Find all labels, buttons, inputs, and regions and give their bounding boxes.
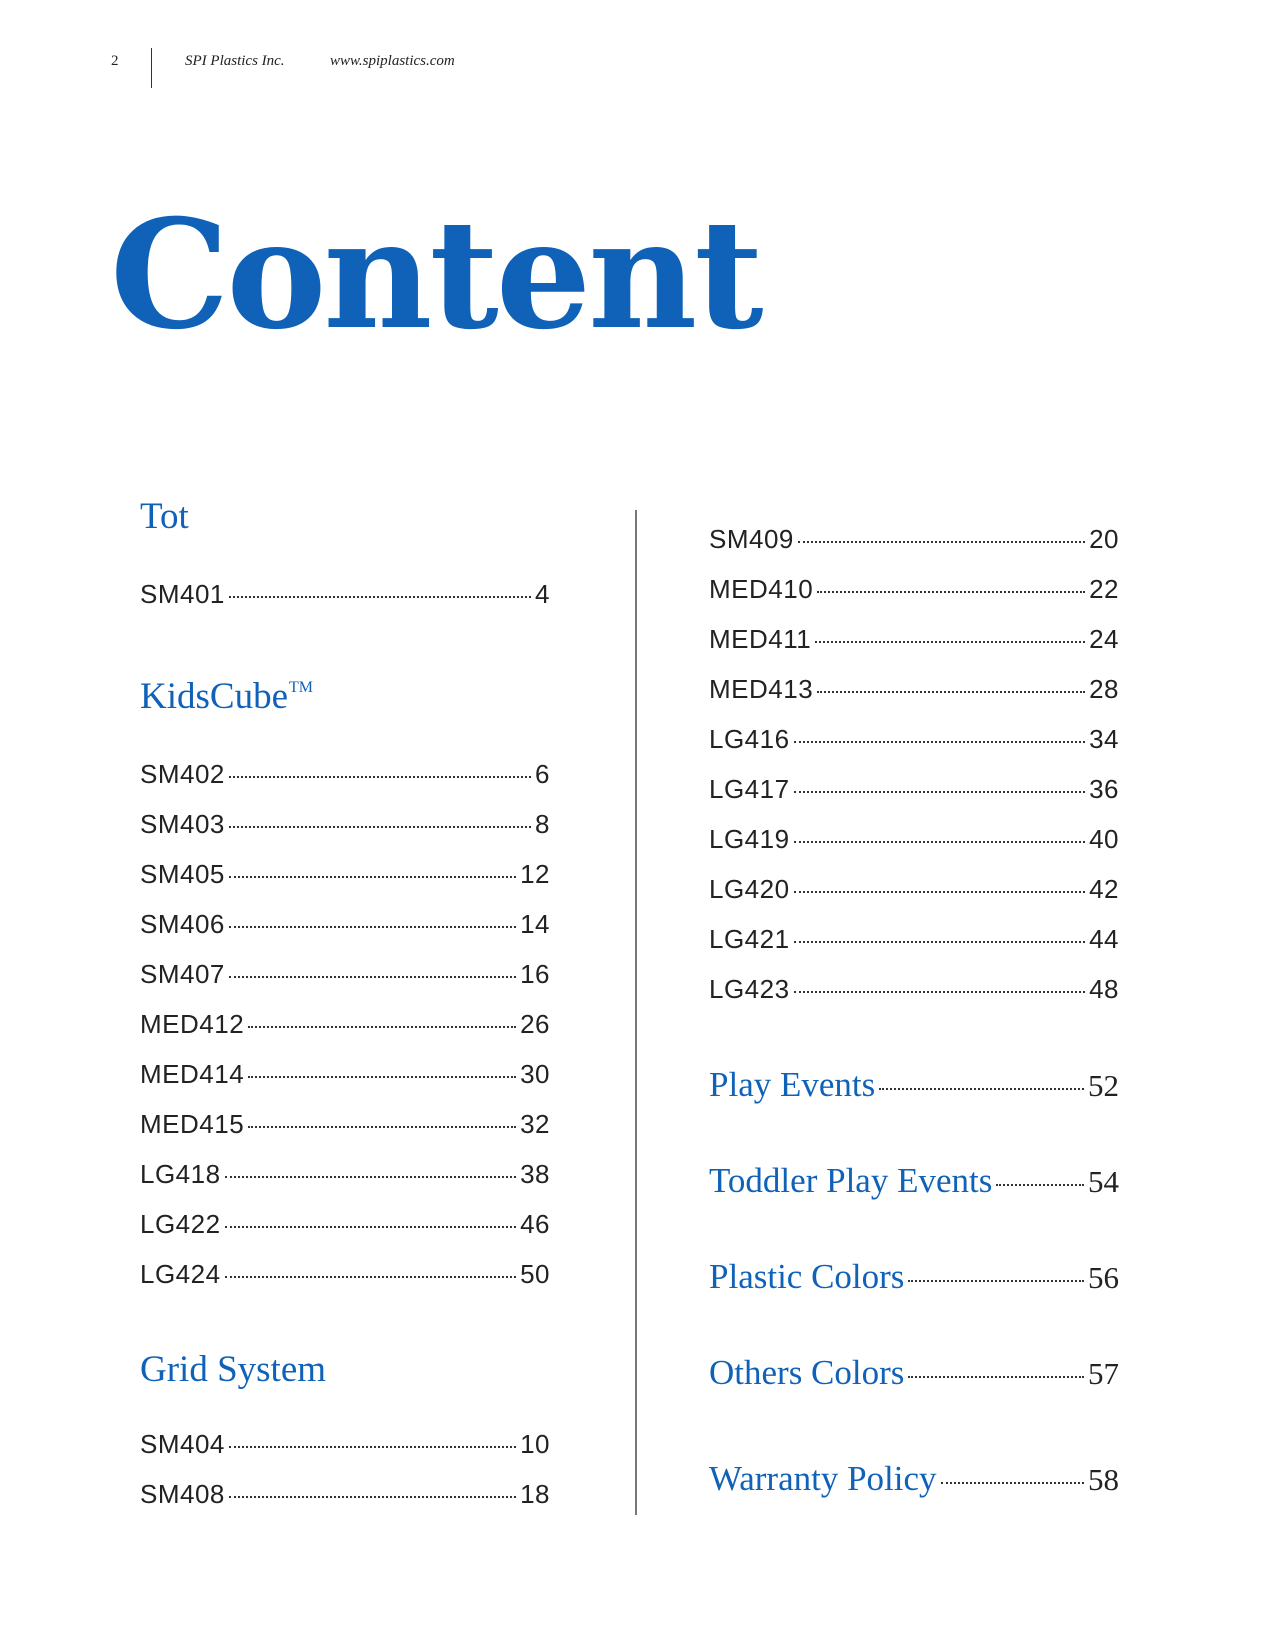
dot-leader bbox=[794, 791, 1086, 793]
toc-entry-label: LG420 bbox=[709, 874, 790, 904]
toc-entry-page: 44 bbox=[1089, 924, 1119, 954]
section-heading-kidscube bbox=[140, 675, 313, 718]
toc-entry-page: 10 bbox=[520, 1429, 550, 1459]
dot-leader bbox=[794, 991, 1086, 993]
dot-leader bbox=[229, 876, 516, 878]
toc-section-page: 54 bbox=[1088, 1164, 1119, 1199]
toc-entry[interactable] bbox=[709, 973, 1119, 1005]
toc-section-entry[interactable] bbox=[709, 1458, 1119, 1500]
toc-entry-label: SM408 bbox=[140, 1479, 225, 1509]
toc-entry-page: 48 bbox=[1089, 974, 1119, 1004]
company-name: SPI Plastics Inc. bbox=[185, 53, 285, 69]
toc-section-entry[interactable] bbox=[709, 1160, 1119, 1202]
toc-entry-label: LG424 bbox=[140, 1259, 221, 1289]
dot-leader bbox=[229, 1446, 516, 1448]
toc-section-label: Warranty Policy bbox=[709, 1459, 937, 1498]
dot-leader bbox=[225, 1276, 517, 1278]
dot-leader bbox=[248, 1026, 516, 1028]
section-heading-kidscube-text: KidsCube bbox=[140, 676, 288, 717]
toc-entry-label: MED411 bbox=[709, 624, 812, 654]
toc-entry-page: 8 bbox=[535, 809, 550, 839]
toc-entry[interactable] bbox=[140, 578, 550, 610]
toc-entry[interactable] bbox=[140, 1258, 550, 1290]
toc-entry[interactable] bbox=[140, 1158, 550, 1190]
toc-entry-page: 32 bbox=[520, 1109, 550, 1139]
toc-entry[interactable] bbox=[709, 923, 1119, 955]
dot-leader bbox=[225, 1226, 517, 1228]
toc-entry-page: 16 bbox=[520, 959, 550, 989]
trademark-mark: TM bbox=[289, 679, 313, 696]
toc-entry[interactable] bbox=[140, 1008, 550, 1040]
dot-leader bbox=[248, 1076, 516, 1078]
toc-section-page: 58 bbox=[1088, 1462, 1119, 1497]
toc-entry[interactable] bbox=[140, 808, 550, 840]
toc-entry[interactable] bbox=[140, 758, 550, 790]
toc-entry-label: MED415 bbox=[140, 1109, 245, 1139]
column-divider bbox=[635, 510, 637, 1515]
dot-leader bbox=[229, 1496, 516, 1498]
dot-leader bbox=[908, 1376, 1084, 1378]
toc-section-label: Toddler Play Events bbox=[709, 1161, 993, 1200]
toc-entry-label: SM401 bbox=[140, 579, 225, 609]
toc-entry-label: LG421 bbox=[709, 924, 790, 954]
toc-entry-label: SM404 bbox=[140, 1429, 225, 1459]
toc-entry[interactable] bbox=[140, 1478, 550, 1510]
toc-entry[interactable] bbox=[140, 958, 550, 990]
toc-entry-label: MED412 bbox=[140, 1009, 245, 1039]
dot-leader bbox=[229, 826, 531, 828]
dot-leader bbox=[229, 926, 516, 928]
toc-entry-page: 50 bbox=[520, 1259, 550, 1289]
toc-entry-label: SM406 bbox=[140, 909, 225, 939]
toc-entry[interactable] bbox=[709, 873, 1119, 905]
header-divider bbox=[151, 48, 152, 88]
toc-section-entry[interactable] bbox=[709, 1064, 1119, 1106]
toc-entry-label: MED413 bbox=[709, 674, 814, 704]
toc-entry-label: SM407 bbox=[140, 959, 225, 989]
toc-entry[interactable] bbox=[140, 1108, 550, 1140]
toc-entry-page: 46 bbox=[520, 1209, 550, 1239]
toc-entry-page: 20 bbox=[1089, 524, 1119, 554]
toc-entry-page: 40 bbox=[1089, 824, 1119, 854]
toc-entry-label: SM402 bbox=[140, 759, 225, 789]
toc-entry-label: SM403 bbox=[140, 809, 225, 839]
dot-leader bbox=[794, 891, 1086, 893]
toc-entry[interactable] bbox=[140, 908, 550, 940]
toc-entry[interactable] bbox=[709, 823, 1119, 855]
toc-entry[interactable] bbox=[709, 623, 1119, 655]
toc-entry-label: SM405 bbox=[140, 859, 225, 889]
toc-entry-label: MED414 bbox=[140, 1059, 245, 1089]
toc-section-page: 56 bbox=[1088, 1260, 1119, 1295]
toc-section-page: 52 bbox=[1088, 1068, 1119, 1103]
dot-leader bbox=[798, 541, 1085, 543]
dot-leader bbox=[794, 841, 1086, 843]
toc-entry-page: 30 bbox=[520, 1059, 550, 1089]
toc-entry-label: LG416 bbox=[709, 724, 790, 754]
toc-entry-label: LG419 bbox=[709, 824, 790, 854]
toc-entry-page: 18 bbox=[520, 1479, 550, 1509]
toc-entry-page: 4 bbox=[535, 579, 550, 609]
dot-leader bbox=[248, 1126, 516, 1128]
website-link[interactable]: www.spiplastics.com bbox=[330, 53, 455, 69]
toc-section-page: 57 bbox=[1088, 1356, 1119, 1391]
toc-entry[interactable] bbox=[709, 723, 1119, 755]
dot-leader bbox=[941, 1482, 1084, 1484]
page-title: Content bbox=[110, 187, 761, 363]
dot-leader bbox=[229, 976, 516, 978]
toc-entry[interactable] bbox=[140, 1208, 550, 1240]
toc-entry[interactable] bbox=[709, 573, 1119, 605]
toc-entry[interactable] bbox=[709, 773, 1119, 805]
toc-entry-page: 22 bbox=[1089, 574, 1119, 604]
toc-entry-label: LG422 bbox=[140, 1209, 221, 1239]
dot-leader bbox=[817, 691, 1085, 693]
toc-section-entry[interactable] bbox=[709, 1352, 1119, 1394]
toc-entry-page: 24 bbox=[1089, 624, 1119, 654]
toc-entry-label: LG418 bbox=[140, 1159, 221, 1189]
dot-leader bbox=[817, 591, 1085, 593]
toc-entry[interactable] bbox=[709, 523, 1119, 555]
toc-entry[interactable] bbox=[140, 1058, 550, 1090]
toc-entry-label: LG417 bbox=[709, 774, 790, 804]
dot-leader bbox=[794, 941, 1086, 943]
toc-section-label: Plastic Colors bbox=[709, 1257, 905, 1296]
toc-entry[interactable] bbox=[140, 1428, 550, 1460]
toc-section-label: Play Events bbox=[709, 1065, 876, 1104]
dot-leader bbox=[229, 776, 531, 778]
section-heading-grid-system: Grid System bbox=[140, 1349, 327, 1390]
dot-leader bbox=[908, 1280, 1084, 1282]
toc-section-entry[interactable] bbox=[709, 1256, 1119, 1298]
dot-leader bbox=[996, 1184, 1084, 1186]
dot-leader bbox=[229, 596, 531, 598]
toc-entry-page: 26 bbox=[520, 1009, 550, 1039]
toc-entry-page: 38 bbox=[520, 1159, 550, 1189]
toc-entry-label: SM409 bbox=[709, 524, 794, 554]
section-heading-tot: Tot bbox=[140, 496, 189, 537]
toc-entry-page: 42 bbox=[1089, 874, 1119, 904]
toc-entry-page: 12 bbox=[520, 859, 550, 889]
toc-entry[interactable] bbox=[709, 673, 1119, 705]
dot-leader bbox=[879, 1088, 1084, 1090]
toc-entry[interactable] bbox=[140, 858, 550, 890]
toc-section-label: Others Colors bbox=[709, 1353, 905, 1392]
dot-leader bbox=[225, 1176, 517, 1178]
toc-entry-page: 14 bbox=[520, 909, 550, 939]
dot-leader bbox=[794, 741, 1086, 743]
page-header bbox=[0, 0, 1275, 100]
page-number: 2 bbox=[111, 53, 119, 69]
toc-entry-page: 28 bbox=[1089, 674, 1119, 704]
toc-entry-page: 34 bbox=[1089, 724, 1119, 754]
toc-entry-label: LG423 bbox=[709, 974, 790, 1004]
toc-entry-page: 36 bbox=[1089, 774, 1119, 804]
toc-entry-label: MED410 bbox=[709, 574, 814, 604]
dot-leader bbox=[815, 641, 1085, 643]
toc-entry-page: 6 bbox=[535, 759, 550, 789]
